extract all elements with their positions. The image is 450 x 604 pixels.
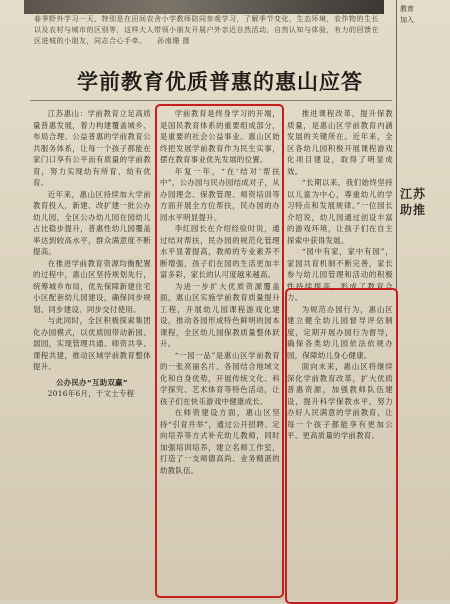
side-headline: 江苏 助推 <box>400 187 427 217</box>
paragraph: “长期以来，我们始终坚持以儿童为中心，尊重幼儿的学习特点和发展规律。”一位园长介绍说，幼儿园通过创设丰富的游戏环境，让孩子们在自主探索中获得发展。 <box>287 178 393 245</box>
article-headline: 学前教育优质普惠的惠山应答 <box>77 70 363 94</box>
paragraph: 推进课程改革，提升保教质量，是惠山区学前教育内涵发展的关键所在。近年来，全区各幼儿园积极开展课程游戏化项目建设，取得了明显成效。 <box>287 109 393 176</box>
paragraph: 江苏惠山：学前教育立足高质量普惠发展，着力构建覆盖城乡、布局合理、公益普惠的学前教育公共服务体系，让每一个孩子都能在家门口享有公平而有质量的学前教育，努力实现幼有所育、幼有优育。 <box>33 109 151 187</box>
paragraph: 在师资建设方面，惠山区坚持“引育并举”，通过公开招聘、定向培养等方式补充幼儿教师，同时加强培训培养，建立名师工作室，打造了一支师德高尚、业务精湛的幼教队伍。 <box>160 408 280 475</box>
paragraph: 2016年6月，于文士专程 <box>47 389 135 398</box>
adjacent-article <box>400 0 450 600</box>
paragraph: 近年来，惠山区持续加大学前教育投入，新建、改扩建一批公办幼儿园，全区公办幼儿园在园幼儿占比稳步提升，普惠性幼儿园覆盖率达到较高水平，群众满意度不断提高。 <box>33 189 151 256</box>
paragraph: 学前教育是终身学习的开端，是国民教育体系的重要组成部分，是重要的社会公益事业。惠山区始终把发展学前教育作为民生实事，摆在教育事业优先发展的位置。 <box>160 109 280 164</box>
section-subheading: 公办民办“互助双赢” <box>56 377 128 387</box>
photo <box>24 0 384 14</box>
paragraph: 李红园长在介绍经验时说，通过结对帮扶，民办园的规范化管理水平显著提高，教师的专业素养不断增强，孩子们在园的生活更加丰富多彩，家长的认可度越来越高。 <box>160 224 280 279</box>
side-top-text: 教育 加入 <box>400 5 414 24</box>
highlight-box-column-2 <box>155 104 284 598</box>
paragraph: 年复一年，“在‘结对’帮扶中”，公办园与民办园结成对子，从办园理念、保教管理、师资培训等方面开展全方位帮扶，民办园的办园水平明显提升。 <box>160 166 280 222</box>
paragraph: “一园一品”是惠山区学前教育的一张亮丽名片。各园结合地域文化和自身优势，开展传统文化、科学探究、艺术体育等特色活动，让孩子们在快乐游戏中健康成长。 <box>160 350 280 406</box>
highlight-box-column-3 <box>285 288 398 604</box>
paragraph: 面向未来，惠山区将继续深化学前教育改革，扩大优质普惠资源，加强教师队伍建设，提升科学保教水平，努力办好人民满意的学前教育，让每一个孩子都能享有更加公平、更高质量的学前教育。 <box>287 362 393 440</box>
paragraph: 为进一步扩大优质资源覆盖面，惠山区实施学前教育质量提升工程，开展幼儿园课程游戏化建设，推动各园形成特色鲜明的园本课程，全区幼儿园保教质量整体跃升。 <box>160 281 280 348</box>
paragraph: “园中有家，家中有园”，家园共育机制不断完善，家长参与幼儿园管理和活动的积极性持续提高，形成了教育合力。 <box>287 247 393 302</box>
paragraph: 与此同时，全区积极探索集团化办园模式，以优质园带动新园、弱园，实现管理共通、师资共享、课程共建，推动区域学前教育整体提升。 <box>33 316 151 371</box>
article-column-1 <box>33 108 151 600</box>
caption-author: 孙南珊 摄 <box>157 37 190 45</box>
caption-text: 春季野外学习一天，特别是在田间农舍小学教师陪同参观学习，了解季节变化，生态环境，农作物的生长以及农村与城市的区别等，这样大人带领小朋友开展户外亲近自然活动，自然认知与体验，有力的回馈在区进城的小朋友，同志合心手牵。 <box>34 15 379 45</box>
paragraph: 为规范办园行为，惠山区建立健全幼儿园督导评估制度，定期开展办园行为督导，确保各类幼儿园依法依规办园，保障幼儿身心健康。 <box>287 304 393 360</box>
headline-rule <box>30 100 392 101</box>
photo-caption <box>34 14 384 47</box>
paragraph: 在推进学前教育资源均衡配置的过程中，惠山区坚持规划先行，统筹城乡布局，优先保障新建住宅小区配套幼儿园建设，确保同步规划、同步建设、同步交付使用。 <box>33 258 151 314</box>
